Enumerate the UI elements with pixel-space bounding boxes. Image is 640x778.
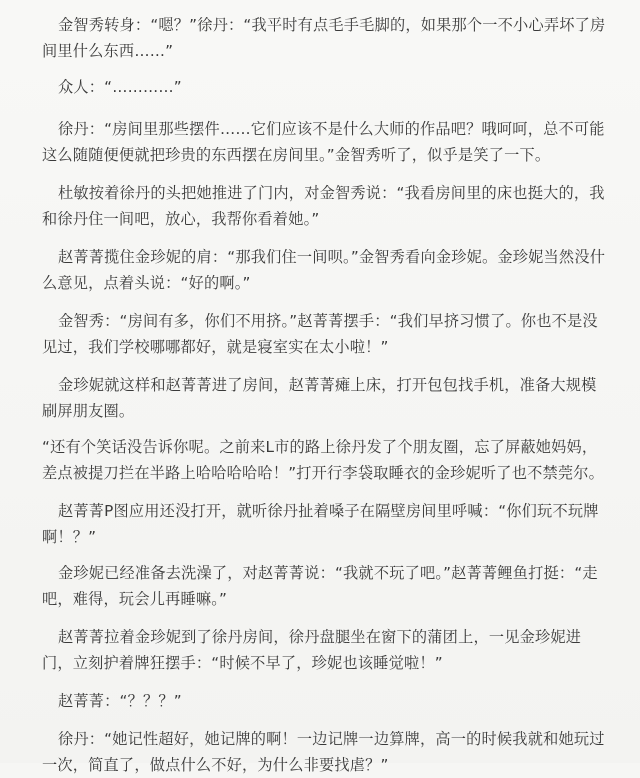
paragraph-7: 金珍妮就这样和赵菁菁进了房间，赵菁菁瘫上床，打开包包找手机，准备大规模刷屏朋友圈。 [42, 376, 597, 420]
paragraph-3: 徐丹：“房间里那些摆件……它们应该不是什么大师的作品吧？哦呵呵，总不可能这么随随便便就把珍贵的东西摆在房间里。”金智秀听了，似乎是笑了一下。 [42, 120, 605, 164]
paragraph-4: 杜敏按着徐丹的头把她推进了门内，对金智秀说：“我看房间里的床也挺大的，我和徐丹住一间吧，放心，我帮你看着她。” [42, 184, 605, 228]
paragraph-11: 赵菁菁拉着金珍妮到了徐丹房间，徐丹盘腿坐在窗下的蒲团上，一见金珍妮进门，立刻护着牌狂摆手：“时候不早了，珍妮也该睡觉啦！” [42, 628, 582, 672]
paragraph-5: 赵菁菁揽住金珍妮的肩：“那我们住一间呗。”金智秀看向金珍妮。金珍妮当然没什么意见，点着头说：“好的啊。” [42, 248, 606, 292]
paragraph-8: “还有个笑话没告诉你呢。之前来L市的路上徐丹发了个朋友圈，忘了屏蔽她妈妈，差点被提刀拦在半路上哈哈哈哈哈！”打开行李袋取睡衣的金珍妮听了也不禁莞尔。 [42, 438, 605, 482]
paragraph-6: 金智秀：“房间有多，你们不用挤。”赵菁菁摆手：“我们早挤习惯了。你也不是没见过，我们学校哪哪都好，就是寝室实在太小啦！” [42, 312, 598, 356]
paragraph-2: 众人：“…………” [58, 78, 182, 96]
paragraph-13: 徐丹：“她记性超好，她记牌的啊！一边记牌一边算牌，高一的时候我就和她玩过一次，简直了，做点什么不好，为什么非要找虐？” [42, 730, 605, 774]
paragraph-9: 赵菁菁P图应用还没打开，就听徐丹扯着嗓子在隔壁房间里呼喊：“你们玩不玩牌啊！？” [42, 502, 599, 546]
paragraph-1: 金智秀转身：“嗯？”徐丹：“我平时有点毛手毛脚的，如果那个一不小心弄坏了房间里什么东西……” [42, 16, 606, 60]
paragraph-12: 赵菁菁：“？？？” [58, 692, 182, 710]
paragraph-10: 金珍妮已经准备去洗澡了，对赵菁菁说：“我就不玩了吧。”赵菁菁鲤鱼打挺：“走吧，难得，玩会儿再睡嘛。” [42, 564, 598, 608]
